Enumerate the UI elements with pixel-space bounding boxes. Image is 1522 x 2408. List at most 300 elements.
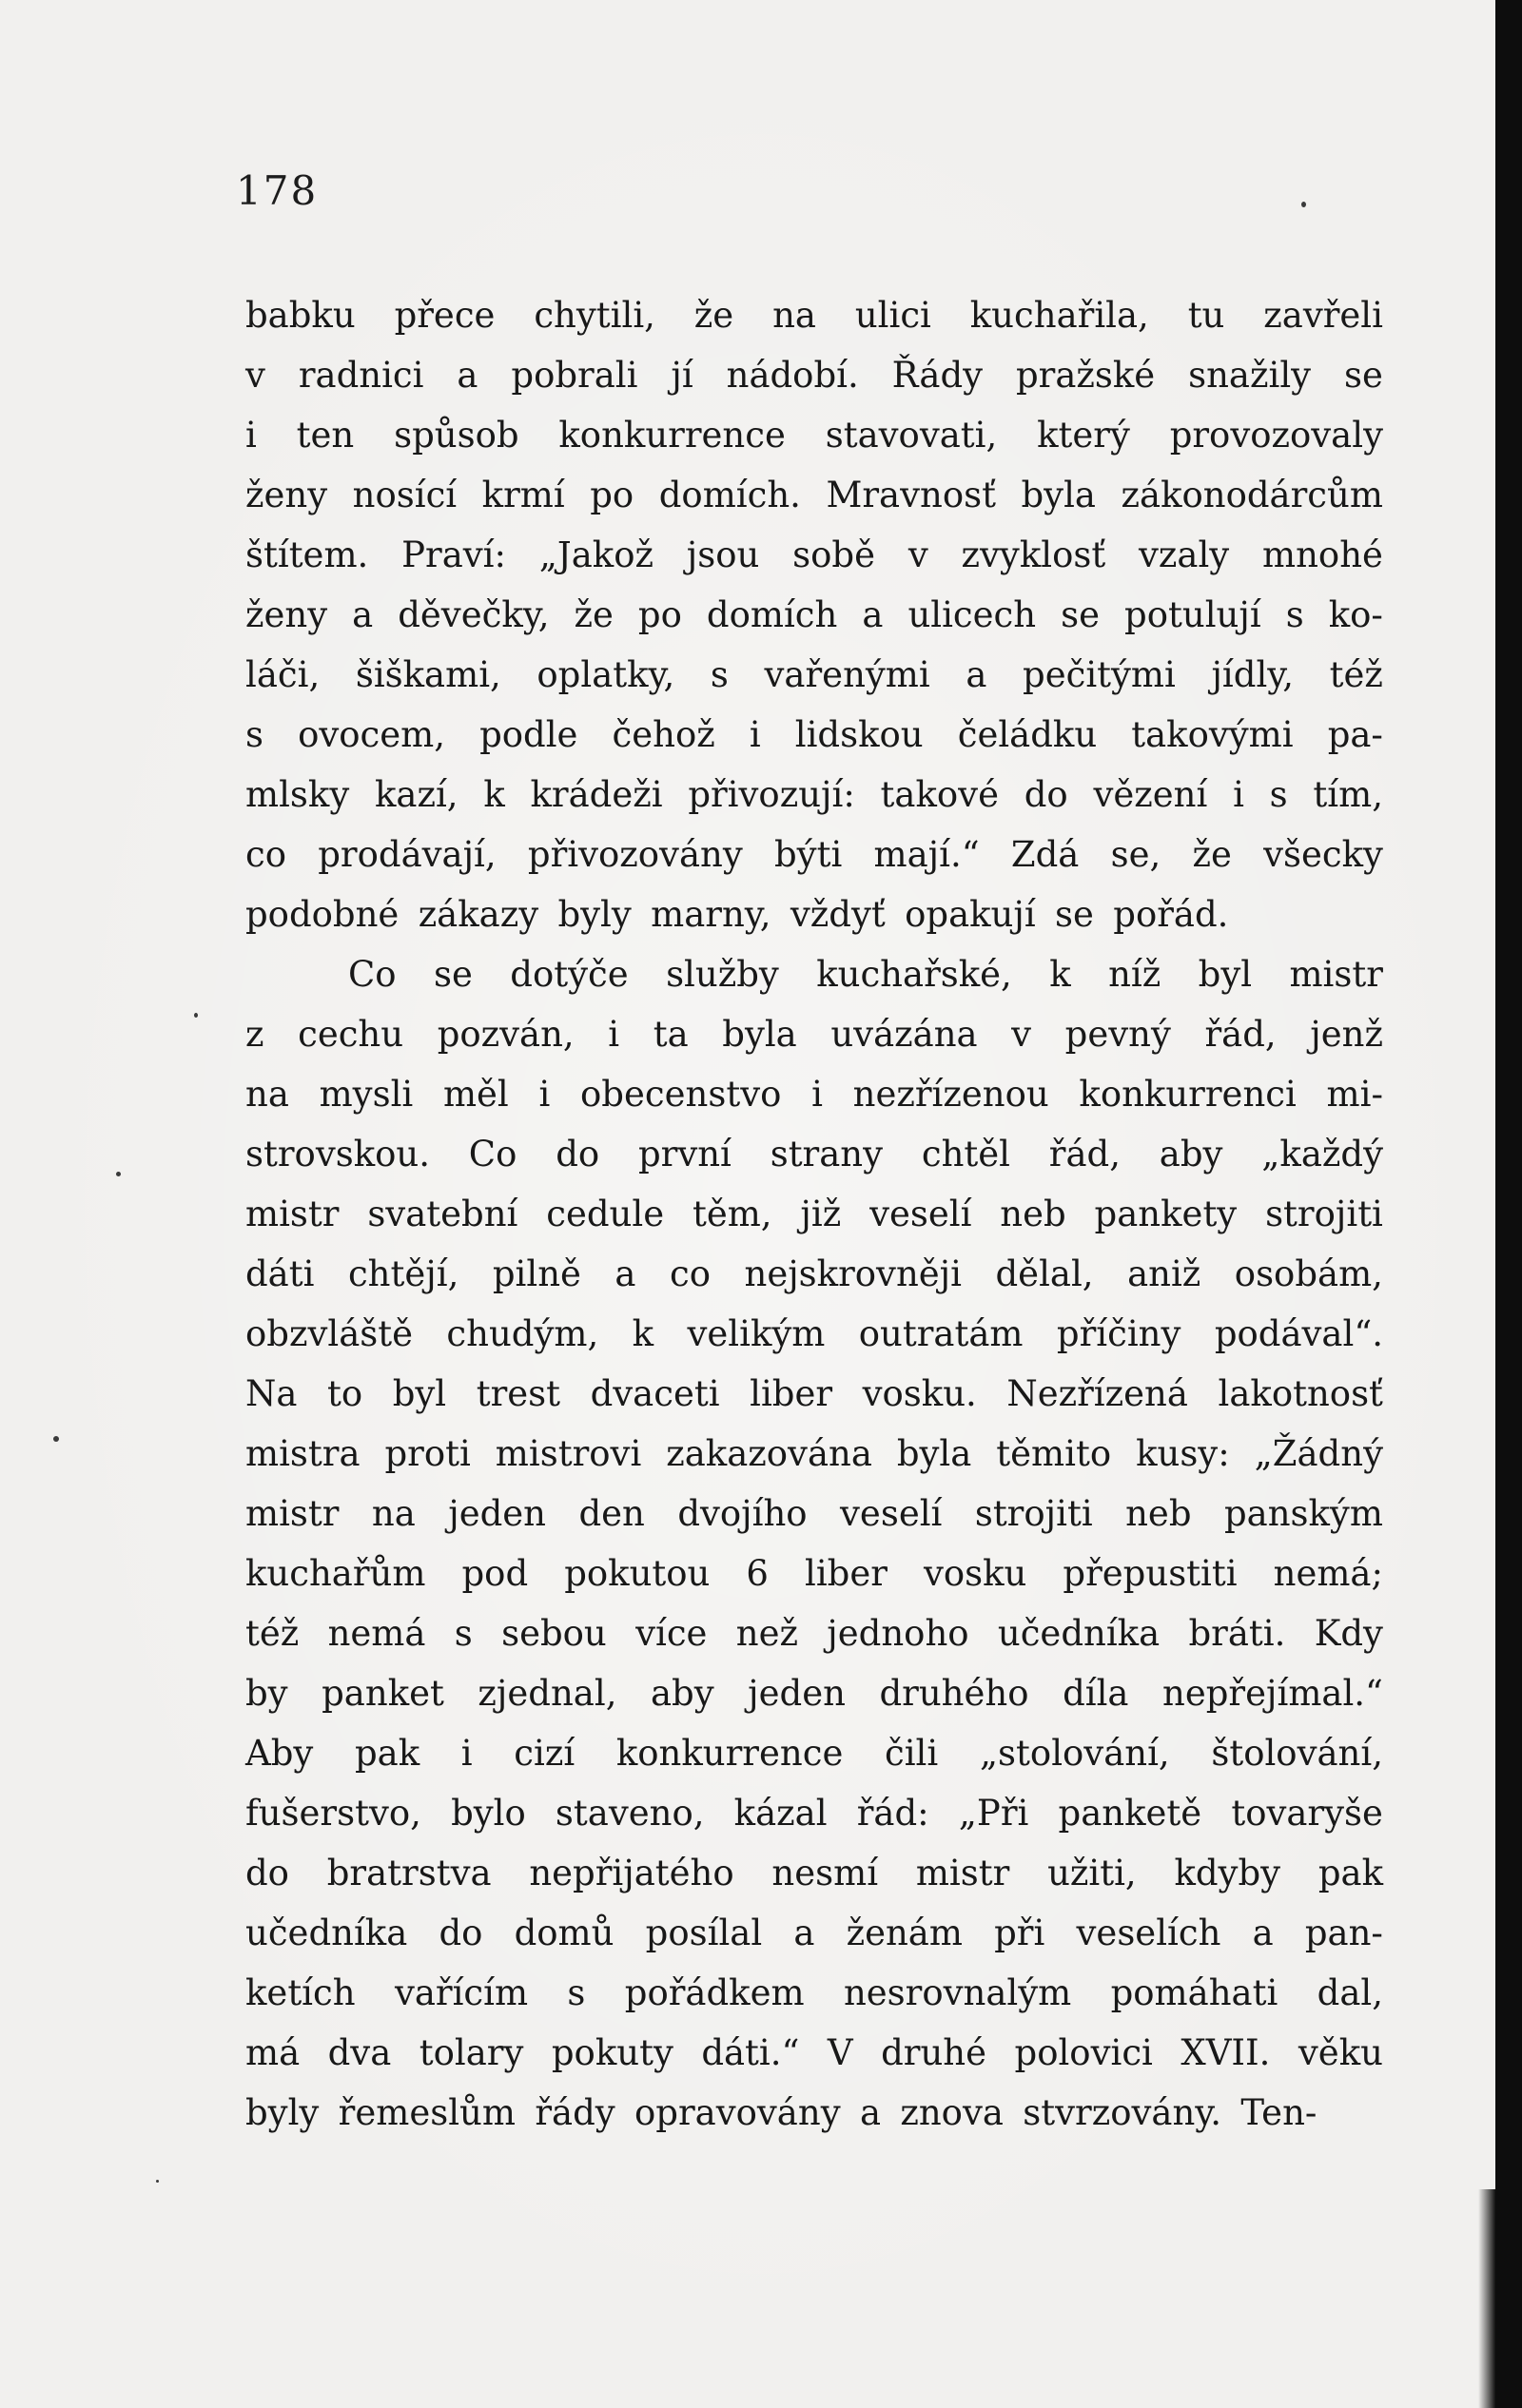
word: že xyxy=(574,594,614,635)
word: krádeži xyxy=(530,774,663,815)
word: kdyby xyxy=(1174,1853,1281,1893)
word: čili xyxy=(885,1733,939,1774)
word: tu xyxy=(1187,295,1225,336)
word: jsou xyxy=(686,534,760,575)
word: pražské xyxy=(1015,355,1156,396)
word: i xyxy=(460,1733,473,1774)
word: domích. xyxy=(658,475,801,515)
text-line xyxy=(245,1004,1383,1064)
word: užiti, xyxy=(1047,1853,1137,1893)
word: níž xyxy=(1108,954,1161,995)
word: staveno, xyxy=(555,1793,705,1834)
word: nesmí xyxy=(771,1853,879,1893)
word: pod xyxy=(461,1553,529,1594)
word: řád, xyxy=(1048,1134,1121,1175)
text-line xyxy=(245,645,1383,705)
word: po xyxy=(637,594,682,635)
word: co xyxy=(245,834,286,875)
word: i xyxy=(608,1014,620,1055)
word: učedníka xyxy=(245,1913,408,1953)
word: více xyxy=(635,1613,708,1654)
word: pokutou xyxy=(564,1553,711,1594)
text-line xyxy=(245,345,1383,405)
word: dotýče xyxy=(510,954,629,995)
word: nádobí. xyxy=(726,355,859,396)
word: „stolování, xyxy=(979,1733,1170,1774)
word: s xyxy=(245,714,263,755)
word: chudým, xyxy=(446,1313,599,1354)
word: lakotnosť xyxy=(1218,1373,1383,1414)
word: sebou xyxy=(501,1613,607,1654)
text-line xyxy=(245,525,1383,585)
word: prodávají, xyxy=(318,834,497,875)
word: jeden xyxy=(748,1673,846,1714)
word: mají.“ xyxy=(873,834,980,875)
text-line xyxy=(245,1124,1383,1184)
word: i xyxy=(749,714,761,755)
word: pozván, xyxy=(437,1014,575,1055)
word: láči, xyxy=(245,654,321,695)
word: ženy xyxy=(245,475,328,515)
word: též xyxy=(245,1613,300,1654)
word: Nezřízená xyxy=(1006,1373,1188,1414)
word: přivozovány xyxy=(527,834,743,875)
word: i xyxy=(245,415,257,456)
word: štolování, xyxy=(1211,1733,1383,1774)
word: a xyxy=(859,2092,882,2133)
word: ulici xyxy=(854,295,931,336)
word: pořádkem xyxy=(624,1972,805,2013)
scan-speck xyxy=(116,1172,121,1176)
word: vosku xyxy=(923,1553,1027,1594)
word: býti xyxy=(773,834,843,875)
word: pilně xyxy=(492,1253,581,1294)
word: řády xyxy=(535,2092,615,2133)
word: pečitými xyxy=(1023,654,1176,695)
word: s xyxy=(454,1613,473,1654)
text-line xyxy=(245,1903,1383,1963)
word: než xyxy=(735,1613,798,1654)
word: chtěl xyxy=(921,1134,1010,1175)
text-line xyxy=(245,1723,1383,1783)
word: kuchařům xyxy=(245,1553,426,1594)
word: přivozují: xyxy=(688,774,855,815)
word: a xyxy=(1252,1913,1274,1953)
text-line xyxy=(245,765,1383,825)
word: jídly, xyxy=(1211,654,1295,695)
word: podle xyxy=(479,714,578,755)
scan-speck xyxy=(194,1013,198,1018)
scan-speck xyxy=(156,2180,159,2183)
word: se, xyxy=(1110,834,1161,875)
word: mnohé xyxy=(1262,534,1383,575)
word: aniž xyxy=(1127,1253,1201,1294)
word: řád, xyxy=(1204,1014,1277,1055)
word: pankety xyxy=(1094,1194,1238,1234)
word: byl xyxy=(1198,954,1253,995)
word: má xyxy=(245,2032,301,2073)
text-line xyxy=(245,285,1383,345)
word: Ten- xyxy=(1240,2092,1317,2133)
word: mistr xyxy=(915,1853,1010,1893)
word: fušerstvo, xyxy=(245,1793,421,1834)
word: s xyxy=(1269,774,1288,815)
word: druhého xyxy=(879,1673,1029,1714)
word: všecky xyxy=(1263,834,1383,875)
text-line xyxy=(245,1424,1383,1484)
word: v xyxy=(245,355,265,396)
word: strany xyxy=(770,1134,884,1175)
word: při xyxy=(994,1913,1045,1953)
word: dvaceti xyxy=(590,1373,720,1414)
word: kuchařské, xyxy=(816,954,1012,995)
word: Kdy xyxy=(1314,1613,1383,1654)
word: štítem. xyxy=(245,534,369,575)
word: strojiti xyxy=(1265,1194,1383,1234)
word: byla xyxy=(722,1014,797,1055)
text-line xyxy=(245,1663,1383,1723)
text-line xyxy=(245,1484,1383,1544)
word: a xyxy=(966,654,987,695)
text-line xyxy=(245,1783,1383,1843)
word: veselích xyxy=(1076,1913,1221,1953)
word: posílal xyxy=(645,1913,763,1953)
text-line xyxy=(245,705,1383,765)
word: co xyxy=(669,1253,711,1294)
word: zvyklosť xyxy=(961,534,1106,575)
word: zákazy xyxy=(418,894,539,935)
scan-shadow xyxy=(1478,2189,1495,2408)
word: byly xyxy=(557,894,632,935)
word: XVII. xyxy=(1181,2032,1271,2073)
word: ovocem, xyxy=(298,714,445,755)
text-line xyxy=(245,585,1383,645)
word: vosku. xyxy=(862,1373,977,1414)
word: V xyxy=(827,2032,853,2073)
word: lidskou xyxy=(794,714,924,755)
word: ko- xyxy=(1328,594,1383,635)
word: zákonodárcům xyxy=(1121,475,1383,515)
word: marny, xyxy=(651,894,771,935)
word: „Jakož xyxy=(538,534,654,575)
word: dáti xyxy=(245,1253,315,1294)
word: dal, xyxy=(1317,1972,1383,2013)
word: podobné xyxy=(245,894,400,935)
word: konkurrence xyxy=(615,1733,844,1774)
word: strojiti xyxy=(974,1493,1093,1534)
word: již xyxy=(800,1194,842,1234)
word: aby xyxy=(650,1673,714,1714)
word: jenž xyxy=(1310,1014,1383,1055)
word: na xyxy=(772,295,816,336)
word: se xyxy=(434,954,473,995)
word: Na xyxy=(245,1373,298,1414)
word: a xyxy=(352,594,374,635)
text-line xyxy=(245,1963,1383,2023)
word: takovými xyxy=(1131,714,1294,755)
word: stavovati, xyxy=(825,415,998,456)
word: šiškami, xyxy=(355,654,501,695)
word: Zdá xyxy=(1010,834,1080,875)
word: cizí xyxy=(514,1733,576,1774)
word: stvrzovány. xyxy=(1023,2092,1222,2133)
text-line xyxy=(245,1603,1383,1663)
word: dělal, xyxy=(995,1253,1094,1294)
text-line xyxy=(245,2023,1383,2083)
word: takové xyxy=(880,774,999,815)
word: sobě xyxy=(792,534,876,575)
word: do xyxy=(1024,774,1068,815)
word: tím, xyxy=(1313,774,1383,815)
word: a xyxy=(793,1913,815,1953)
word: po xyxy=(590,475,634,515)
text-line xyxy=(245,1304,1383,1364)
word: s xyxy=(710,654,729,695)
word: outratám xyxy=(858,1313,1024,1354)
word: Aby xyxy=(245,1733,314,1774)
word: snažily xyxy=(1188,355,1312,396)
text-line xyxy=(245,825,1383,884)
word: panket xyxy=(322,1673,444,1714)
word: by xyxy=(245,1673,288,1714)
word: provozovaly xyxy=(1169,415,1383,456)
word: neb xyxy=(1125,1493,1192,1534)
word: ženám xyxy=(846,1913,963,1953)
word: díla xyxy=(1063,1673,1129,1714)
word: panketě xyxy=(1058,1793,1202,1834)
word: bylo xyxy=(451,1793,526,1834)
word: opravovány xyxy=(634,2092,841,2133)
word: den xyxy=(578,1493,645,1534)
word: jeden xyxy=(448,1493,547,1534)
word: přepustiti xyxy=(1063,1553,1238,1594)
word: děvečky, xyxy=(398,594,550,635)
word: řád: xyxy=(856,1793,929,1834)
word: do xyxy=(556,1134,600,1175)
word: se xyxy=(1061,594,1101,635)
word: polovici xyxy=(1014,2032,1153,2073)
word: i xyxy=(538,1074,551,1115)
word: Co xyxy=(468,1134,517,1175)
word: konkurrence xyxy=(558,415,786,456)
word: mlsky xyxy=(245,774,350,815)
word: čehož xyxy=(612,714,715,755)
word: zakazována xyxy=(666,1433,872,1474)
word: vždyť xyxy=(790,894,886,935)
word: obzvláště xyxy=(245,1313,414,1354)
word: druhé xyxy=(881,2032,987,2073)
word: těm, xyxy=(692,1194,772,1234)
word: oplatky, xyxy=(537,654,675,695)
word: obecenstvo xyxy=(580,1074,782,1115)
word: mysli xyxy=(319,1074,414,1115)
word: mistra xyxy=(245,1433,361,1474)
word: že xyxy=(693,295,734,336)
word: tolary xyxy=(419,2032,524,2073)
word: měl xyxy=(442,1074,509,1115)
word: pořád. xyxy=(1113,894,1229,935)
word: „Při xyxy=(958,1793,1029,1834)
text-line xyxy=(245,1544,1383,1603)
word: strovskou. xyxy=(245,1134,430,1175)
word: i xyxy=(811,1074,823,1115)
word: ketích xyxy=(245,1972,356,2013)
word: panským xyxy=(1223,1493,1383,1534)
body-text xyxy=(245,285,1383,2143)
word: zjednal, xyxy=(478,1673,617,1714)
word: osobám, xyxy=(1234,1253,1383,1294)
word: k xyxy=(1049,954,1071,995)
word: pan- xyxy=(1304,1913,1383,1953)
word: tovaryše xyxy=(1231,1793,1383,1834)
word: byla xyxy=(896,1433,972,1474)
word: byly xyxy=(245,2092,320,2133)
text-line xyxy=(245,944,1383,1004)
word: a xyxy=(615,1253,636,1294)
word: svatební xyxy=(367,1194,518,1234)
word: proti xyxy=(384,1433,471,1474)
word: dáti.“ xyxy=(701,2032,800,2073)
word: liber xyxy=(804,1553,888,1594)
word: chtějí, xyxy=(347,1253,459,1294)
word: dva xyxy=(327,2032,392,2073)
text-line xyxy=(245,2083,1383,2143)
word: babku xyxy=(245,295,356,336)
word: pak xyxy=(354,1733,420,1774)
word: veselí xyxy=(840,1493,943,1534)
word: pokuty xyxy=(551,2032,673,2073)
word: pa- xyxy=(1327,714,1383,755)
word: na xyxy=(371,1493,416,1534)
word: čeládku xyxy=(957,714,1098,755)
word: radnici xyxy=(298,355,424,396)
word: i xyxy=(1233,774,1244,815)
word: se xyxy=(1055,894,1094,935)
word: k xyxy=(632,1313,654,1354)
word: vězení xyxy=(1093,774,1208,815)
word: do xyxy=(439,1913,483,1953)
word: trest xyxy=(476,1373,561,1414)
word: nejskrovněji xyxy=(744,1253,962,1294)
word: cechu xyxy=(298,1014,404,1055)
word: jednoho xyxy=(827,1613,969,1654)
text-line xyxy=(245,1064,1383,1124)
word: ulicech xyxy=(907,594,1037,635)
word: vzaly xyxy=(1139,534,1230,575)
word: mistrovi xyxy=(495,1433,642,1474)
word: byla xyxy=(1021,475,1096,515)
word: kuchařila, xyxy=(969,295,1149,336)
word: mistr xyxy=(245,1493,340,1534)
word: Co xyxy=(348,954,397,995)
word: neb xyxy=(1000,1194,1066,1234)
word: podával“. xyxy=(1214,1313,1383,1354)
word: první xyxy=(637,1134,732,1175)
word: mi- xyxy=(1326,1074,1383,1115)
word: přece xyxy=(394,295,496,336)
word: bratrstva xyxy=(326,1853,492,1893)
word: se xyxy=(1343,355,1383,396)
word: v xyxy=(907,534,928,575)
word: bráti. xyxy=(1188,1613,1286,1654)
word: služby xyxy=(666,954,779,995)
word: pobrali xyxy=(511,355,638,396)
word: aby xyxy=(1159,1134,1223,1175)
word: příčiny xyxy=(1056,1313,1181,1354)
word: domích xyxy=(706,594,838,635)
word: to xyxy=(327,1373,363,1414)
word: cedule xyxy=(546,1194,665,1234)
word: nepřejímal.“ xyxy=(1162,1673,1383,1714)
word: chytili, xyxy=(534,295,655,336)
word: učedníka xyxy=(997,1613,1161,1654)
word: ten xyxy=(296,415,355,456)
scan-border xyxy=(1495,0,1522,2408)
word: s xyxy=(1285,594,1304,635)
word: nepřijatého xyxy=(529,1853,734,1893)
word: Řády xyxy=(891,355,984,396)
word: byl xyxy=(392,1373,447,1414)
word: řemeslům xyxy=(338,2092,516,2133)
text-line xyxy=(245,1184,1383,1244)
word: k xyxy=(483,774,505,815)
text-line xyxy=(245,1843,1383,1903)
word: mistr xyxy=(245,1194,340,1234)
word: mistr xyxy=(1289,954,1383,995)
word: vařenými xyxy=(764,654,930,695)
word: krmí xyxy=(481,475,565,515)
word: z xyxy=(245,1014,264,1055)
word: do xyxy=(245,1853,289,1893)
word: též xyxy=(1329,654,1383,695)
word: „každý xyxy=(1261,1134,1383,1175)
word: nemá; xyxy=(1273,1553,1383,1594)
word: konkurrenci xyxy=(1079,1074,1297,1115)
word: kazí, xyxy=(374,774,459,815)
scan-speck xyxy=(1301,202,1306,207)
word: opakují xyxy=(905,894,1036,935)
text-line xyxy=(245,1244,1383,1304)
word: veselí xyxy=(869,1194,972,1234)
text-line xyxy=(245,465,1383,525)
word: který xyxy=(1037,415,1130,456)
word: ženy xyxy=(245,594,328,635)
word: pevný xyxy=(1064,1014,1171,1055)
word: nesrovnalým xyxy=(843,1972,1072,2013)
word: pak xyxy=(1317,1853,1383,1893)
text-line xyxy=(245,884,1383,944)
word: vařícím xyxy=(394,1972,529,2013)
word: nezřízenou xyxy=(852,1074,1049,1115)
word: ta xyxy=(653,1014,689,1055)
word: věku xyxy=(1298,2032,1383,2073)
word: nemá xyxy=(327,1613,426,1654)
word: kázal xyxy=(733,1793,828,1834)
word: „Žádný xyxy=(1254,1433,1383,1474)
word: pomáhati xyxy=(1110,1972,1278,2013)
word: domů xyxy=(514,1913,615,1953)
word: Mravnosť xyxy=(826,475,996,515)
word: na xyxy=(245,1074,289,1115)
word: dvojího xyxy=(677,1493,808,1534)
word: spůsob xyxy=(394,415,519,456)
word: liber xyxy=(750,1373,833,1414)
text-line xyxy=(245,1364,1383,1424)
word: znova xyxy=(900,2092,1004,2133)
word: Praví: xyxy=(401,534,506,575)
word: nosící xyxy=(352,475,458,515)
word: zavřeli xyxy=(1263,295,1383,336)
